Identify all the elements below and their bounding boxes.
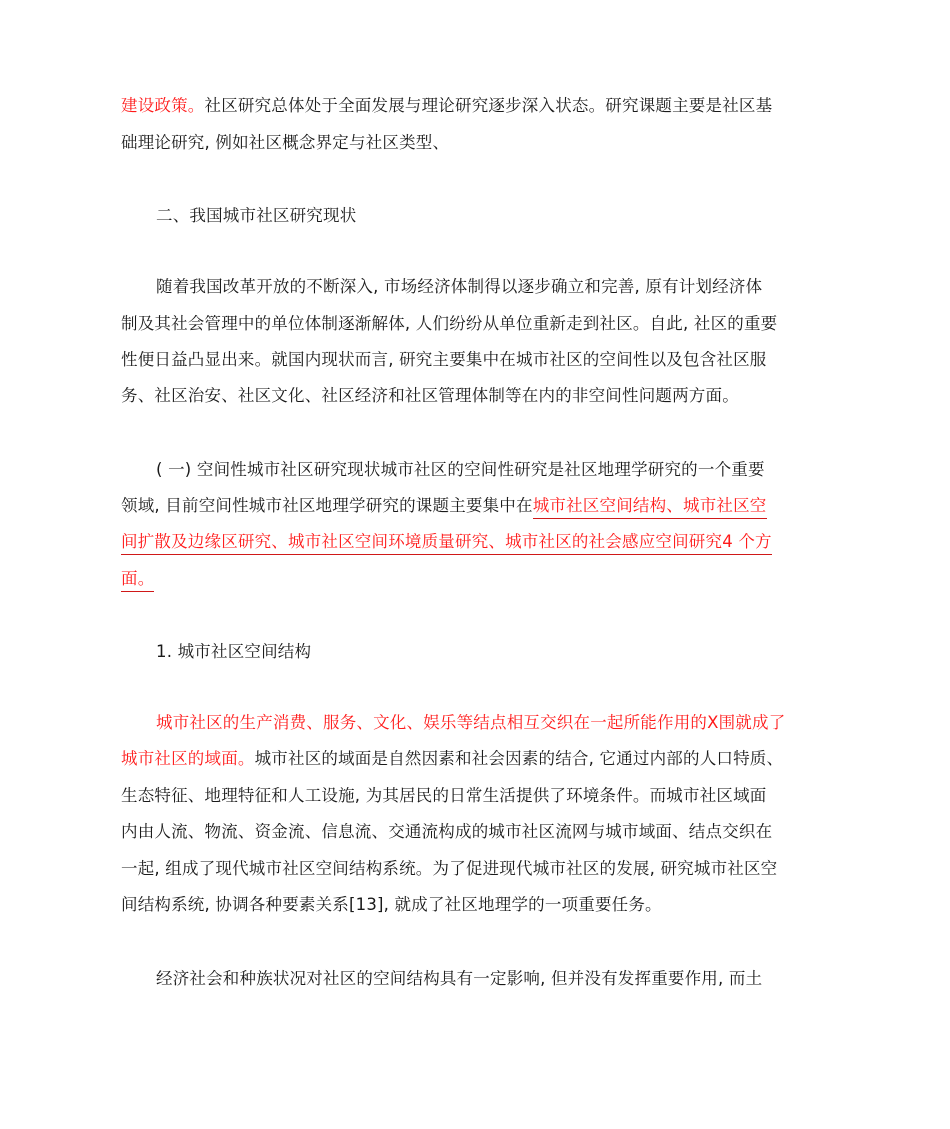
- paragraph-4-line-6: 间结构系统, 协调各种要素关系[13], 就成了社区地理学的一项重要任务。: [121, 895, 662, 914]
- paragraph-3-line-3: [121, 530, 772, 554]
- paragraph-4-line-2: [121, 747, 783, 771]
- highlighted-text: 城市社区的生产消费、服务、文化、娱乐等结点相互交织在一起所能作用的X围就成了: [156, 713, 786, 732]
- paragraph-2-line-3: 性便日益凸显出来。就国内现状而言, 研究主要集中在城市社区的空间性以及包含社区服: [121, 350, 767, 369]
- paragraph-4-line-3: 生态特征、地理特征和人工设施, 为其居民的日常生活提供了环境条件。而城市社区域面: [121, 786, 767, 805]
- paragraph-4-line-1: [156, 711, 785, 735]
- body-text: 领域, 目前空间性城市社区地理学研究的课题主要集中在: [121, 496, 533, 515]
- paragraph-1-line-1: [121, 94, 772, 118]
- highlighted-text: 建设政策。: [121, 96, 205, 115]
- highlighted-text: 城市社区的域面。: [121, 749, 255, 768]
- underlined-highlight: 间扩散及边缘区研究、城市社区空间环境质量研究、城市社区的社会感应空间研究4 个方: [121, 532, 772, 555]
- paragraph-2-line-4: 务、社区治安、社区文化、社区经济和社区管理体制等在内的非空间性问题两方面。: [121, 386, 739, 405]
- underlined-highlight: 面。: [121, 569, 154, 592]
- section-heading: 二、我国城市社区研究现状: [156, 206, 357, 225]
- paragraph-3-line-2: [121, 494, 767, 518]
- paragraph-4-line-4: 内由人流、物流、资金流、信息流、交通流构成的城市社区流网与城市域面、结点交织在: [121, 822, 773, 841]
- paragraph-3-line-4: [121, 567, 154, 591]
- paragraph-3-line-1: ( 一) 空间性城市社区研究现状城市社区的空间性研究是社区地理学研究的一个重要: [156, 460, 765, 479]
- paragraph-5-line-1: 经济社会和种族状况对社区的空间结构具有一定影响, 但并没有发挥重要作用, 而土: [156, 969, 763, 988]
- paragraph-1-line-2: 础理论研究, 例如社区概念界定与社区类型、: [121, 133, 450, 152]
- paragraph-4-line-5: 一起, 组成了现代城市社区空间结构系统。为了促进现代城市社区的发展, 研究城市社区空: [121, 859, 778, 878]
- paragraph-2-line-2: 制及其社会管理中的单位体制逐渐解体, 人们纷纷从单位重新走到社区。自此, 社区的重要: [121, 314, 778, 333]
- paragraph-2-line-1: 随着我国改革开放的不断深入, 市场经济体制得以逐步确立和完善, 原有计划经济体: [156, 277, 763, 296]
- underlined-highlight: 城市社区空间结构、城市社区空: [533, 496, 767, 519]
- body-text: 城市社区的域面是自然因素和社会因素的结合, 它通过内部的人口特质、: [254, 749, 784, 768]
- subsection-heading: 1. 城市社区空间结构: [156, 642, 312, 661]
- body-text: 社区研究总体处于全面发展与理论研究逐步深入状态。研究课题主要是社区基: [204, 96, 773, 115]
